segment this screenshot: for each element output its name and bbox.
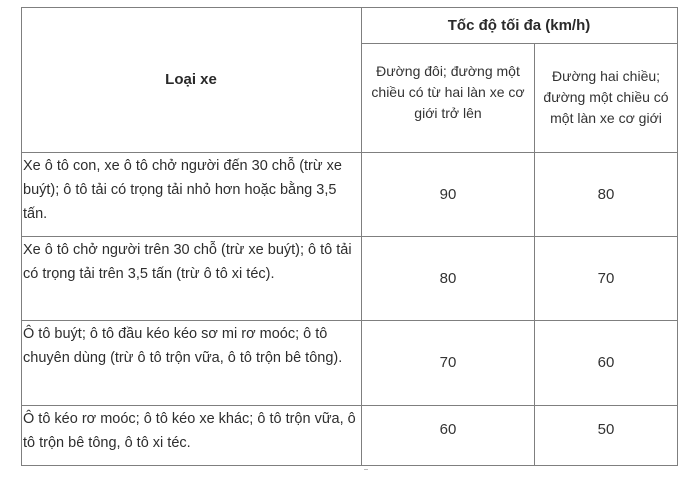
table-row-2-speed-two-way (535, 236, 677, 320)
header-vehicle-type (21, 7, 361, 152)
table-row-4-vehicle (21, 405, 361, 465)
table-row-2-vehicle (21, 236, 361, 320)
table-row-1-vehicle (21, 152, 361, 236)
speed-value: 50 (597, 420, 615, 438)
speed-value: 80 (439, 269, 457, 287)
table-row-3-speed-divided (361, 320, 535, 405)
header-max-speed (361, 7, 677, 43)
header-max-speed-label: Tốc độ tối đa (km/h) (447, 16, 591, 34)
speed-value: 70 (439, 354, 457, 371)
speed-value: 60 (597, 354, 615, 371)
header-subcolumn-divided-road (361, 43, 535, 152)
speed-value: 90 (439, 185, 457, 203)
table-border-bottom (21, 465, 677, 466)
table-row-3-vehicle (21, 320, 361, 405)
vehicle-description: Xe ô tô chở người trên 30 chỗ (trừ xe buýt); ô tô tải có trọng tải trên 3,5 tấn (trừ ô tô xi téc). (23, 242, 352, 282)
vehicle-description: Ô tô kéo rơ moóc; ô tô kéo xe khác; ô tô trộn vữa, ô tô trộn bê tông, ô tô xi téc. (23, 411, 356, 451)
scan-artifact-dot (364, 469, 368, 470)
header-subcolumn-divided-road-label: Đường đôi; đường một chiều có từ hai làn xe cơ giới trở lên (371, 63, 525, 121)
header-vehicle-type-label: Loại xe (165, 71, 217, 88)
table-row-4-speed-divided (361, 405, 535, 465)
speed-value: 70 (597, 269, 615, 287)
speed-value: 80 (597, 185, 615, 203)
table-border-right (677, 7, 678, 466)
speed-value: 60 (439, 420, 457, 438)
header-subcolumn-two-way-road (535, 43, 677, 152)
table-row-4-speed-two-way (535, 405, 677, 465)
vehicle-description: Ô tô buýt; ô tô đầu kéo kéo sơ mi rơ moóc; ô tô chuyên dùng (trừ ô tô trộn vữa, ô tô trộn bê tông). (23, 326, 343, 366)
vehicle-description: Xe ô tô con, xe ô tô chở người đến 30 chỗ (trừ xe buýt); ô tô tải có trọng tải nhỏ hơn hoặc bằng 3,5 tấn. (23, 158, 342, 222)
table-row-1-speed-two-way (535, 152, 677, 236)
table-row-3-speed-two-way (535, 320, 677, 405)
header-subcolumn-two-way-road-label: Đường hai chiều; đường một chiều có một làn xe cơ giới (543, 68, 669, 126)
table-row-1-speed-divided (361, 152, 535, 236)
speed-limit-table (21, 7, 677, 465)
table-row-2-speed-divided (361, 236, 535, 320)
